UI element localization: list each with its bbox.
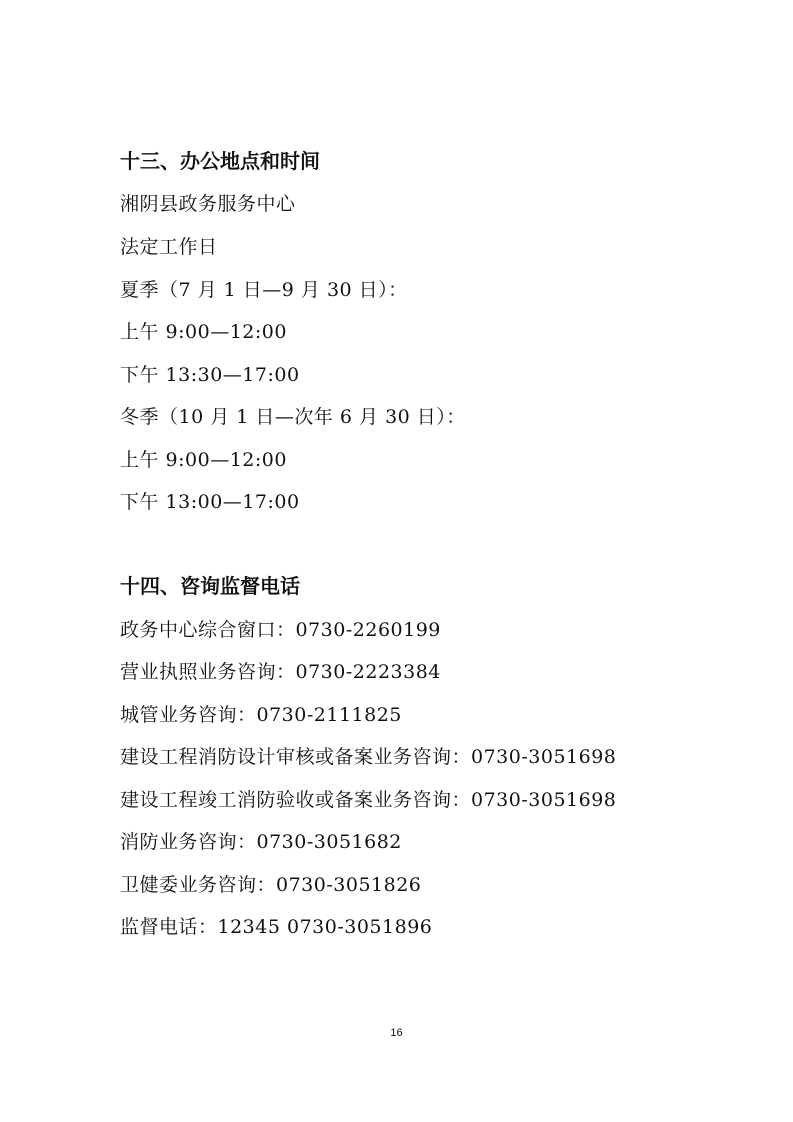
- phone-line-business-license: 营业执照业务咨询：0730-2223384: [120, 661, 441, 683]
- phone-line-fire-business: 消防业务咨询：0730-3051682: [120, 831, 402, 853]
- page-number: 16: [390, 1027, 403, 1039]
- phone-line-general-window: 政务中心综合窗口：0730-2260199: [120, 619, 441, 641]
- section-13-heading: 十三、办公地点和时间: [120, 149, 320, 173]
- summer-afternoon-hours: 下午 13:30—17:00: [120, 364, 300, 386]
- phone-line-health-commission: 卫健委业务咨询：0730-3051826: [120, 874, 422, 896]
- phone-line-fire-design-review: 建设工程消防设计审核或备案业务咨询：0730-3051698: [120, 746, 617, 768]
- summer-morning-hours: 上午 9:00—12:00: [120, 321, 287, 343]
- office-location: 湘阴县政务服务中心: [120, 193, 296, 215]
- phone-line-supervision: 监督电话：12345 0730-3051896: [120, 916, 433, 938]
- section-14-heading: 十四、咨询监督电话: [120, 574, 300, 598]
- winter-period: 冬季（10 月 1 日—次年 6 月 30 日）：: [120, 406, 466, 428]
- summer-period: 夏季（7 月 1 日—9 月 30 日）：: [120, 279, 408, 301]
- winter-morning-hours: 上午 9:00—12:00: [120, 449, 287, 471]
- winter-afternoon-hours: 下午 13:00—17:00: [120, 491, 300, 513]
- working-days-label: 法定工作日: [120, 236, 218, 258]
- phone-line-fire-acceptance: 建设工程竣工消防验收或备案业务咨询：0730-3051698: [120, 789, 617, 811]
- phone-line-urban-management: 城管业务咨询：0730-2111825: [120, 704, 402, 726]
